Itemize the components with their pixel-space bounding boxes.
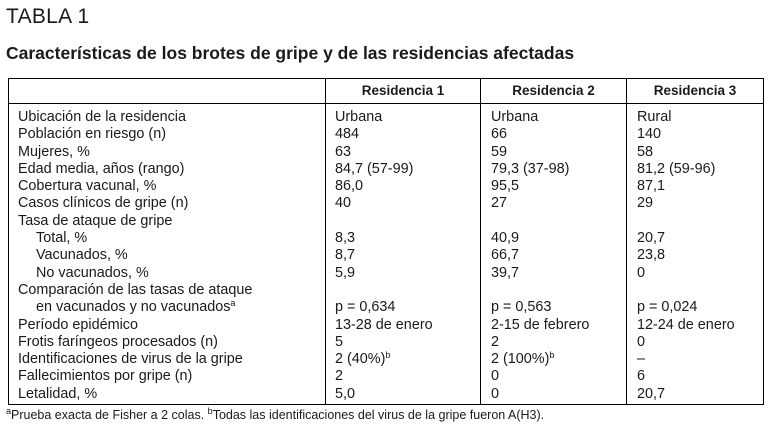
- cell-residencia-2: p = 0,563: [491, 299, 552, 316]
- cell-residencia-3: 6: [637, 368, 646, 385]
- footnote-ref: b: [385, 350, 391, 361]
- cell-residencia-1: 2 $(40\%)^b$: [335, 350, 391, 368]
- row-label: Mujeres, %: [18, 143, 90, 160]
- table-row: [9, 351, 763, 368]
- table-row: [9, 195, 763, 212]
- data-table: [8, 78, 764, 405]
- row-label: Población en riesgo (n): [18, 126, 166, 143]
- footnote-ref: b: [549, 350, 555, 361]
- cell-residencia-2: 0: [491, 385, 500, 402]
- row-label: Ubicación de la residencia: [18, 109, 186, 125]
- table-title: Características de los brotes de gripe y de las residencias afectadas: [6, 43, 575, 63]
- column-header-residencia-3: Residencia 3: [653, 83, 737, 98]
- footnote-ref: a: [230, 298, 236, 309]
- table-body: [9, 109, 763, 403]
- row-label: No vacunados, %: [36, 264, 149, 281]
- table-row: [9, 265, 763, 282]
- row-label: Identificaciones de virus de la gripe: [18, 351, 243, 368]
- table-row: [9, 230, 763, 247]
- row-label: en vacunados y no vacunados$^a$: [36, 298, 236, 316]
- row-label: Tasa de ataque de gripe: [18, 212, 173, 229]
- cell-residencia-3: 0: [637, 333, 646, 350]
- cell-residencia-1: 5,9: [335, 264, 356, 281]
- cell-residencia-1: Urbana: [335, 109, 383, 125]
- column-header-residencia-1: Residencia 1: [361, 83, 445, 98]
- table-row: [9, 299, 763, 316]
- row-label: Fallecimientos por gripe (n): [18, 368, 193, 385]
- table-row: [9, 109, 763, 126]
- row-label: Frotis faríngeos procesados (n): [18, 333, 218, 350]
- cell-residencia-2: 2: [491, 333, 500, 350]
- table-row: [9, 178, 763, 195]
- cell-residencia-1: 63: [335, 143, 352, 160]
- footnote-mark-a: a: [6, 406, 12, 416]
- cell-residencia-3: Rural: [637, 109, 672, 125]
- cell-residencia-2: 2-15 de febrero: [491, 316, 590, 333]
- cell-residencia-1: 40: [335, 195, 352, 212]
- footnote-b-text: Todas las identificaciones del virus de la gripe fueron A(H3).: [212, 408, 545, 422]
- row-label: Vacunados, %: [36, 247, 128, 264]
- cell-residencia-3: p = 0,024: [637, 299, 698, 316]
- cell-residencia-1: 8,7: [335, 247, 356, 264]
- row-label: Comparación de las tasas de ataque: [18, 281, 253, 298]
- footnote-mark-b: b: [207, 406, 213, 416]
- cell-residencia-3: 0: [637, 264, 646, 281]
- row-label: Total, %: [36, 230, 88, 247]
- cell-residencia-2: 66: [491, 126, 508, 143]
- cell-residencia-1: 5,0: [335, 385, 356, 402]
- footnote: [6, 408, 544, 422]
- cell-residencia-1: 86,0: [335, 178, 364, 195]
- table-row: [9, 282, 763, 299]
- cell-residencia-1: 5: [335, 333, 344, 350]
- cell-residencia-3: 58: [637, 143, 654, 160]
- table-label: TABLA 1: [6, 5, 90, 28]
- cell-residencia-2: 0: [491, 368, 500, 385]
- cell-residencia-2: 39,7: [491, 264, 520, 281]
- cell-residencia-2: Urbana: [491, 109, 539, 125]
- row-label: Letalidad, %: [18, 385, 98, 402]
- table-row: [9, 368, 763, 385]
- cell-residencia-3: 23,8: [637, 247, 666, 264]
- table-row: [9, 213, 763, 230]
- cell-residencia-2: 27: [491, 195, 508, 212]
- cell-residencia-3: 29: [637, 195, 654, 212]
- row-label: Período epidémico: [18, 316, 138, 333]
- cell-residencia-3: 81,2 (59-96): [637, 160, 716, 177]
- cell-residencia-3: 20,7: [637, 230, 666, 247]
- row-label: Cobertura vacunal, %: [18, 178, 157, 195]
- cell-residencia-1: 84,7 (57-99): [335, 160, 414, 177]
- cell-residencia-1: p = 0,634: [335, 299, 396, 316]
- row-label: Edad media, años (rango): [18, 160, 185, 177]
- header-divider: [9, 103, 763, 104]
- cell-residencia-1: 13-28 de enero: [335, 316, 433, 333]
- table-row: [9, 144, 763, 161]
- cell-residencia-2: 59: [491, 143, 508, 160]
- table-row: [9, 126, 763, 143]
- cell-residencia-2: 2 $(100\%)^b$: [491, 350, 555, 368]
- cell-residencia-2: 95,5: [491, 178, 520, 195]
- table-row: [9, 247, 763, 264]
- cell-residencia-1: 8,3: [335, 230, 356, 247]
- table-row: [9, 161, 763, 178]
- cell-residencia-3: 20,7: [637, 385, 666, 402]
- cell-residencia-3: 12-24 de enero: [637, 316, 735, 333]
- cell-residencia-3: 87,1: [637, 178, 666, 195]
- table-row: [9, 334, 763, 351]
- cell-residencia-1: 484: [335, 126, 360, 143]
- footnote-a-text: Prueba exacta de Fisher a 2 colas.: [11, 408, 205, 422]
- cell-residencia-3: –: [637, 351, 646, 368]
- table-row: [9, 386, 763, 403]
- cell-residencia-2: 66,7: [491, 247, 520, 264]
- cell-residencia-1: 2: [335, 368, 344, 385]
- table-row: [9, 317, 763, 334]
- cell-residencia-3: 140: [637, 126, 662, 143]
- cell-residencia-2: 40,9: [491, 230, 520, 247]
- column-header-residencia-2: Residencia 2: [512, 83, 595, 98]
- cell-residencia-2: 79,3 (37-98): [491, 160, 570, 177]
- row-label: Casos clínicos de gripe (n): [18, 195, 189, 212]
